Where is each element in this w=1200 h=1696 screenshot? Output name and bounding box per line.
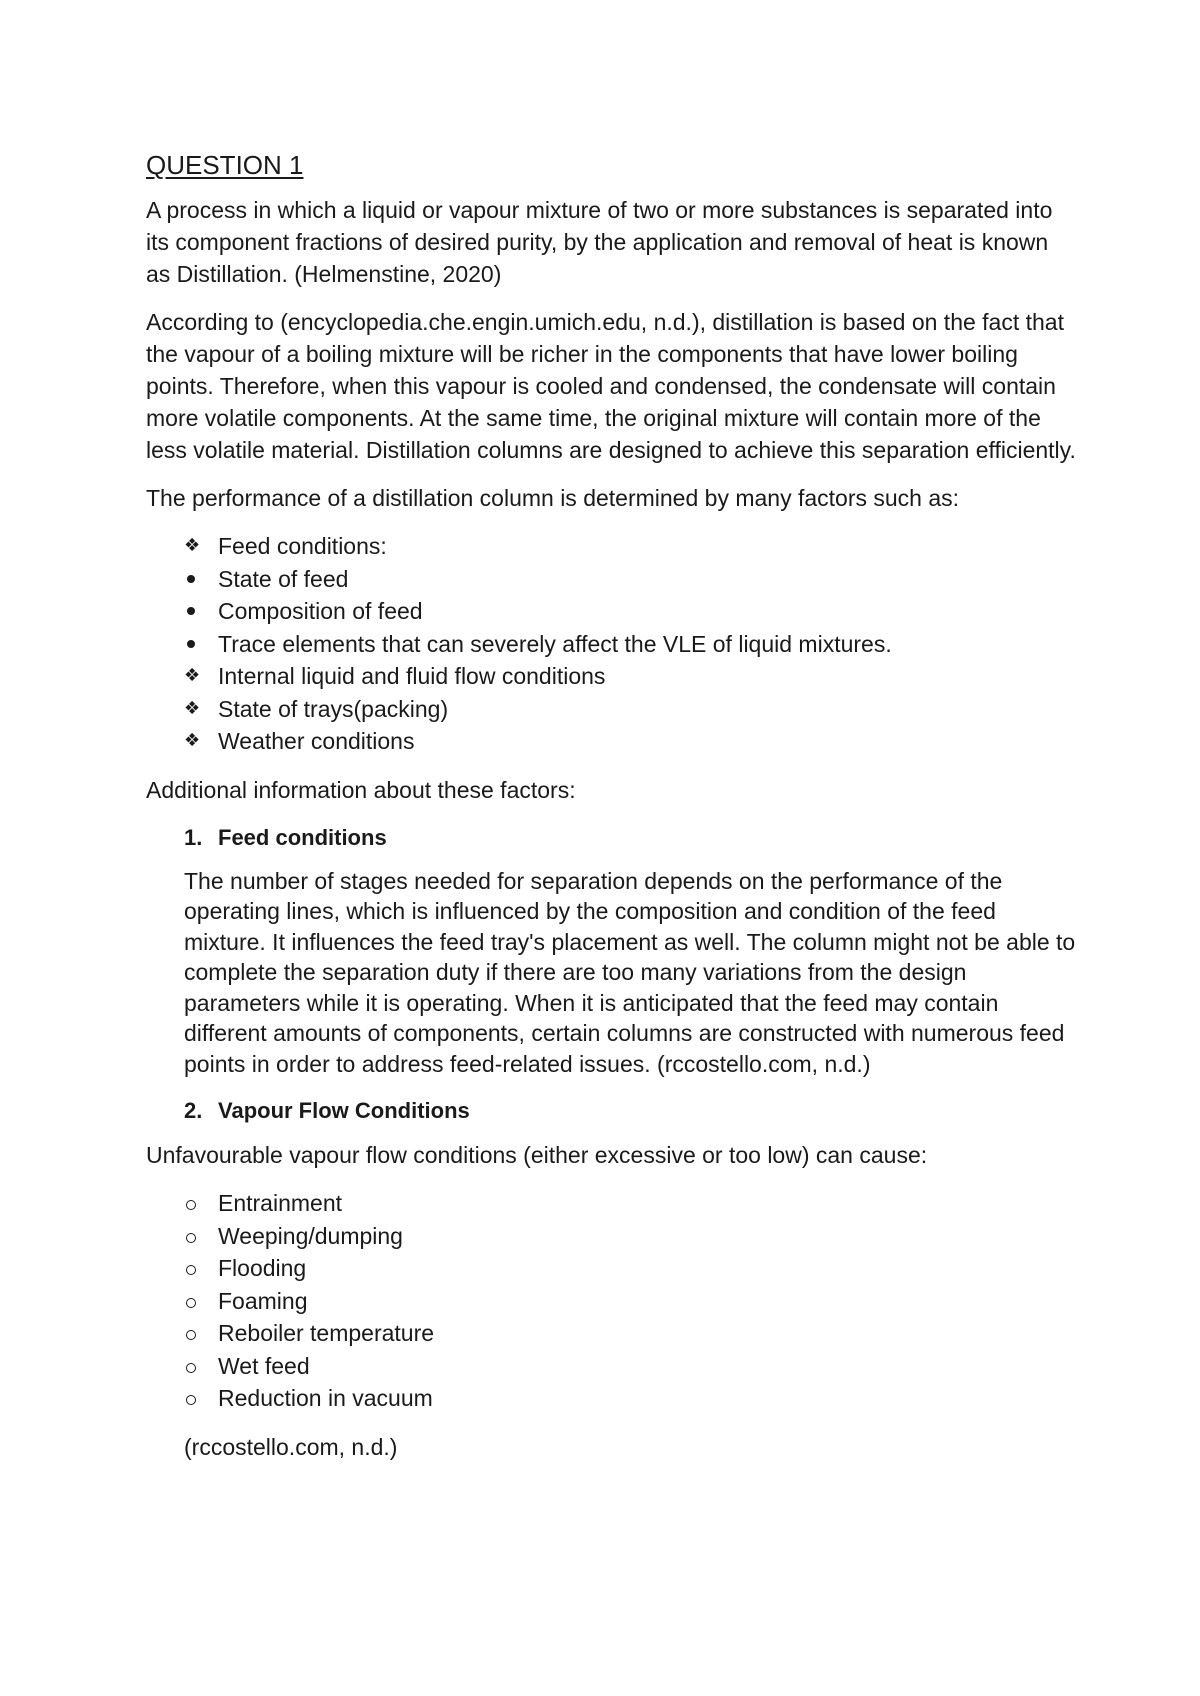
paragraph-definition: A process in which a liquid or vapour mixture of two or more substances is separated into its component fractions of desired purity, by the application and removal of heat is known as Distillation. (Helmenstine, 2020) — [146, 197, 1053, 287]
list-item-text: Feed conditions: — [218, 533, 387, 559]
list-item-text: Reboiler temperature — [218, 1320, 435, 1346]
list-item — [184, 725, 1076, 758]
list-item — [184, 628, 1076, 661]
list-item-text: Foaming — [218, 1287, 308, 1314]
list-item — [184, 1382, 1076, 1415]
diamond-bullet-icon: ❖ — [184, 665, 201, 686]
list-item-text: Reduction in vacuum — [218, 1385, 433, 1411]
list-item — [184, 595, 1076, 628]
list-item-text: Internal liquid and fluid flow conditions — [218, 663, 606, 689]
vapour-issues-list — [146, 1187, 1076, 1415]
list-item — [184, 1317, 1076, 1350]
list-item — [184, 1350, 1076, 1383]
paragraph-principle: According to (encyclopedia.che.engin.umich.edu, n.d.), distillation is based on the fact that the vapour of a boiling mixture will be richer in the components that have lower boiling points. Therefore, when this vapour is cooled and condensed, the condensate will contain more volatile components. At the same time, the original mixture will contain more of the less volatile material. Distillation columns are designed to achieve this separation efficiently. — [146, 309, 1076, 463]
document-page — [146, 140, 1076, 1479]
section-number: 1. — [184, 824, 203, 850]
list-item-text: Flooding — [218, 1255, 307, 1281]
section-title: Vapour Flow Conditions — [218, 1098, 470, 1123]
section-heading-vapour-flow — [184, 1095, 1076, 1127]
list-item — [184, 563, 1076, 596]
list-item — [184, 660, 1076, 693]
paragraph-additional-info: Additional information about these factors: — [146, 776, 576, 803]
list-item — [184, 530, 1076, 563]
list-item — [184, 1187, 1076, 1220]
list-item-text: Weeping/dumping — [218, 1222, 403, 1249]
section-number: 2. — [184, 1098, 203, 1123]
list-item-text: Composition of feed — [218, 598, 423, 624]
factors-list — [146, 530, 1076, 758]
paragraph-vapour-flow-intro: Unfavourable vapour flow conditions (either excessive or too low) can cause: — [146, 1142, 928, 1168]
page-title: QUESTION 1 — [146, 150, 304, 180]
section-title: Feed conditions — [218, 824, 387, 850]
list-item-text: State of trays(packing) — [218, 695, 449, 722]
list-item-text: Wet feed — [218, 1352, 310, 1379]
list-item-text: State of feed — [218, 565, 349, 592]
list-item — [184, 1252, 1076, 1285]
paragraph-factors-intro: The performance of a distillation column is determined by many factors such as: — [146, 485, 960, 511]
section-heading-feed-conditions — [184, 822, 1076, 854]
list-item — [184, 1220, 1076, 1253]
list-item — [184, 1285, 1076, 1318]
diamond-bullet-icon: ❖ — [184, 730, 201, 751]
diamond-bullet-icon: ❖ — [184, 697, 201, 719]
reference-citation: (rccostello.com, n.d.) — [184, 1433, 398, 1460]
paragraph-feed-conditions: The number of stages needed for separation depends on the performance of the operating lines, which is influenced by the composition and condition of the feed mixture. It influences the feed tray's placement as well. The column might not be able to complete the separation duty if there are too many variations from the design parameters while it is operating. When it is anticipated that the feed may contain different amounts of components, certain columns are constructed with numerous feed points in order to address feed-related issues. (rccostello.com, n.d.) — [184, 867, 1076, 1077]
diamond-bullet-icon: ❖ — [184, 535, 201, 556]
list-item-text: Entrainment — [218, 1190, 343, 1216]
list-item-text: Weather conditions — [218, 728, 415, 754]
list-item-text: Trace elements that can severely affect the VLE of liquid mixtures. — [218, 630, 892, 657]
list-item — [184, 693, 1076, 726]
